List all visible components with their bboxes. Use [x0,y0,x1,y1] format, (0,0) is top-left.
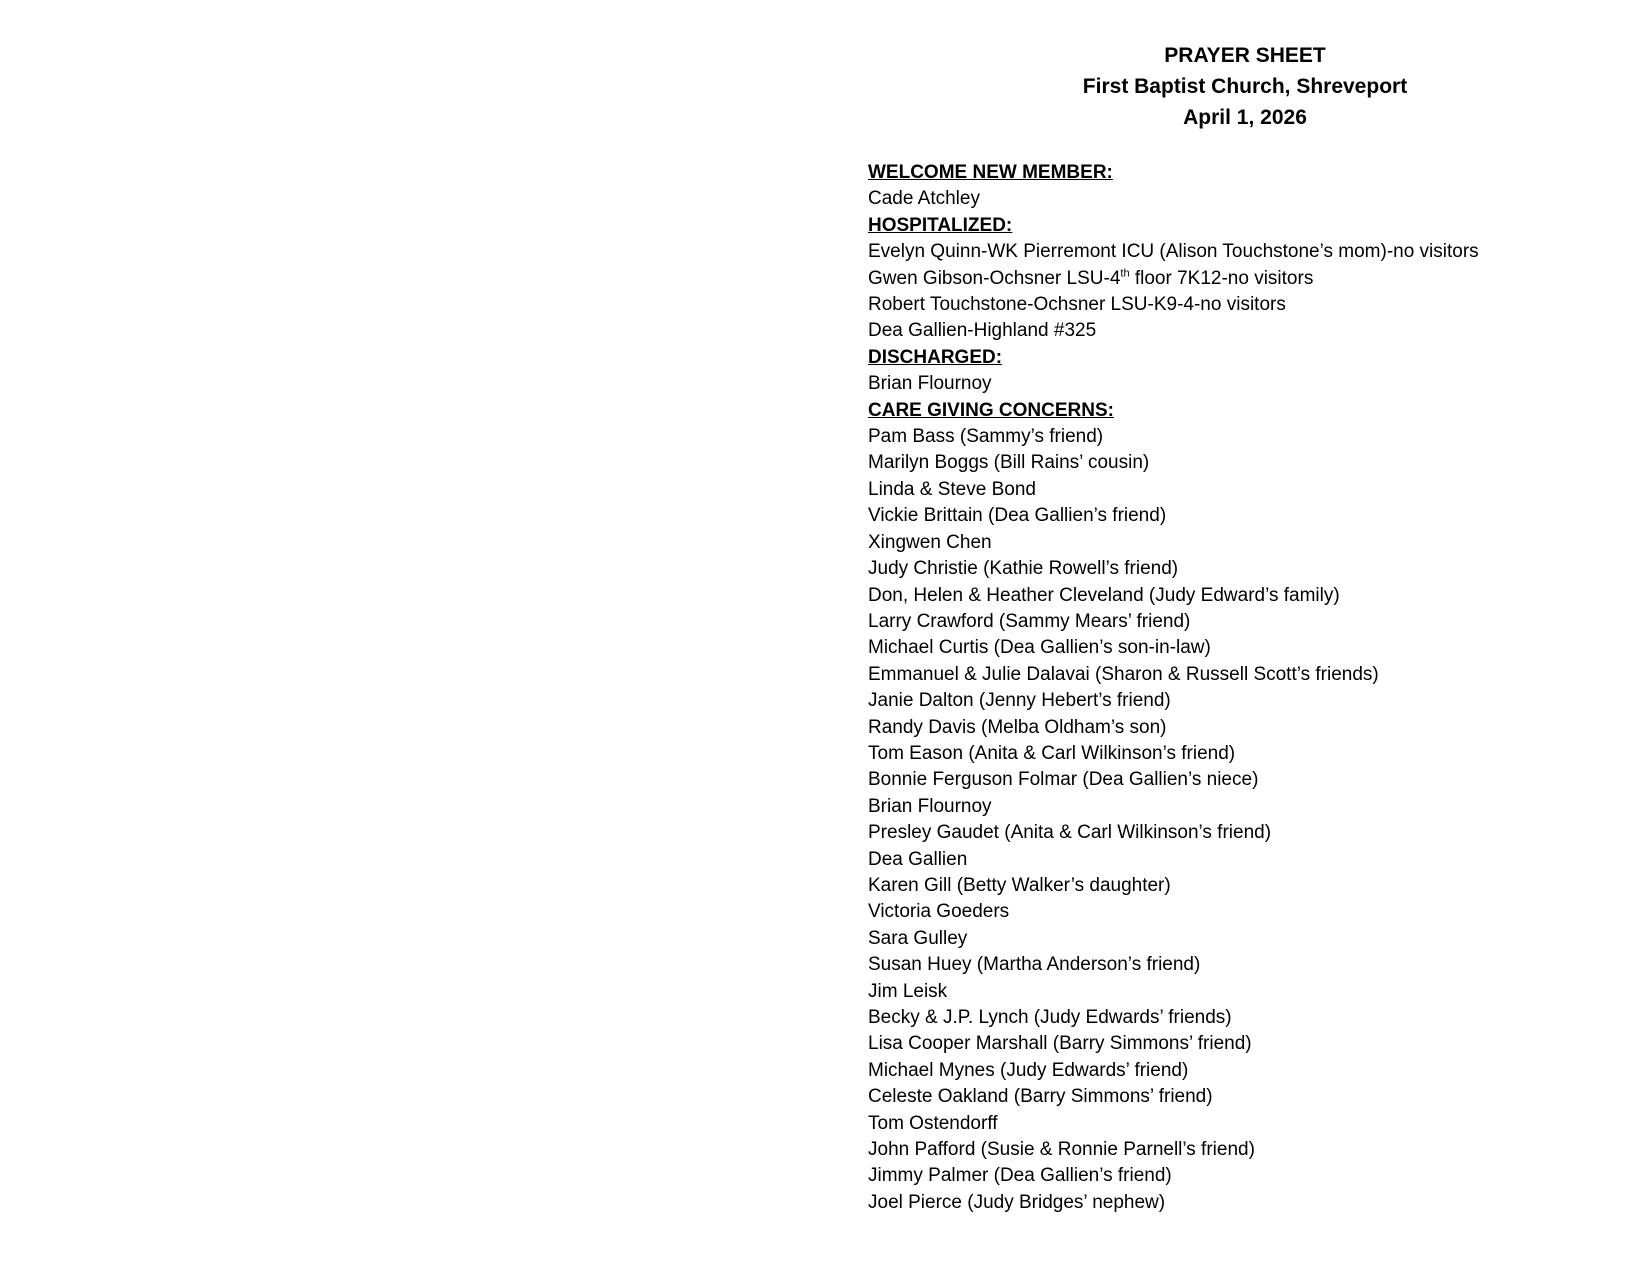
list-item: Karen Gill (Betty Walker’s daughter) [868,874,1171,896]
list-item: John Pafford (Susie & Ronnie Parnell’s friend) [868,1139,1255,1161]
prayer-list [868,160,1479,1216]
list-item: Michael Curtis (Dea Gallien’s son-in-law) [868,637,1211,659]
list-item: Celeste Oakland (Barry Simmons’ friend) [868,1086,1213,1108]
list-item: Pam Bass (Sammy’s friend) [868,426,1104,448]
prayer-sheet-page [825,0,1650,1275]
list-item: Sara Gulley [868,927,968,949]
list-item: Bonnie Ferguson Folmar (Dea Gallien’s niece) [868,769,1259,791]
list-item: Tom Ostendorff [868,1112,998,1134]
list-item: Cade Atchley [868,188,980,210]
list-item-text: Gwen Gibson-Ochsner LSU-4 [868,267,1121,289]
list-item: Robert Touchstone-Ochsner LSU-K9-4-no visitors [868,294,1286,316]
list-item: Dea Gallien-Highland #325 [868,320,1097,342]
list-item: Tom Eason (Anita & Carl Wilkinson’s friend) [868,742,1236,764]
list-item: Janie Dalton (Jenny Hebert’s friend) [868,690,1171,712]
list-item [868,266,1479,292]
list-item: Jim Leisk [868,980,948,1002]
list-item: Dea Gallien [868,848,968,870]
church-name: First Baptist Church, Shreveport [1082,75,1408,98]
list-item: Marilyn Boggs (Bill Rains’ cousin) [868,452,1150,474]
list-item: Brian Flournoy [868,373,992,395]
list-item: Emmanuel & Julie Dalavai (Sharon & Russell Scott’s friends) [868,663,1379,685]
list-item: Joel Pierce (Judy Bridges’ nephew) [868,1191,1166,1213]
list-item: Don, Helen & Heather Cleveland (Judy Edward’s family) [868,584,1340,606]
section-heading-discharged: DISCHARGED: [868,346,1003,368]
section-heading-welcome-new-member: WELCOME NEW MEMBER: [868,162,1113,183]
ordinal-suffix: th [1120,267,1130,280]
list-item: Linda & Steve Bond [868,478,1036,500]
document-date: April 1, 2026 [1183,106,1307,129]
list-item: Becky & J.P. Lynch (Judy Edwards’ friends) [868,1007,1232,1028]
list-item: Victoria Goeders [868,901,1010,923]
list-item: Presley Gaudet (Anita & Carl Wilkinson’s friend) [868,822,1272,844]
document-title: PRAYER SHEET [1164,44,1326,67]
list-item: Brian Flournoy [868,795,992,817]
list-item: Judy Christie (Kathie Rowell’s friend) [868,558,1179,580]
list-item: Randy Davis (Melba Oldham’s son) [868,716,1167,738]
section-heading-hospitalized: HOSPITALIZED: [868,214,1013,236]
document-header [1083,40,1407,133]
list-item: Vickie Brittain (Dea Gallien’s friend) [868,505,1167,527]
list-item-text: floor 7K12-no visitors [1129,267,1314,289]
list-item: Lisa Cooper Marshall (Barry Simmons’ friend) [868,1033,1252,1055]
list-item: Larry Crawford (Sammy Mears’ friend) [868,610,1191,632]
list-item: Jimmy Palmer (Dea Gallien’s friend) [868,1165,1172,1187]
list-item: Xingwen Chen [868,531,992,553]
section-heading-care-giving-concerns: CARE GIVING CONCERNS: [868,399,1114,421]
list-item: Evelyn Quinn-WK Pierremont ICU (Alison Touchstone’s mom)-no visitors [868,241,1479,263]
list-item: Michael Mynes (Judy Edwards’ friend) [868,1059,1189,1081]
list-item: Susan Huey (Martha Anderson’s friend) [868,954,1201,976]
